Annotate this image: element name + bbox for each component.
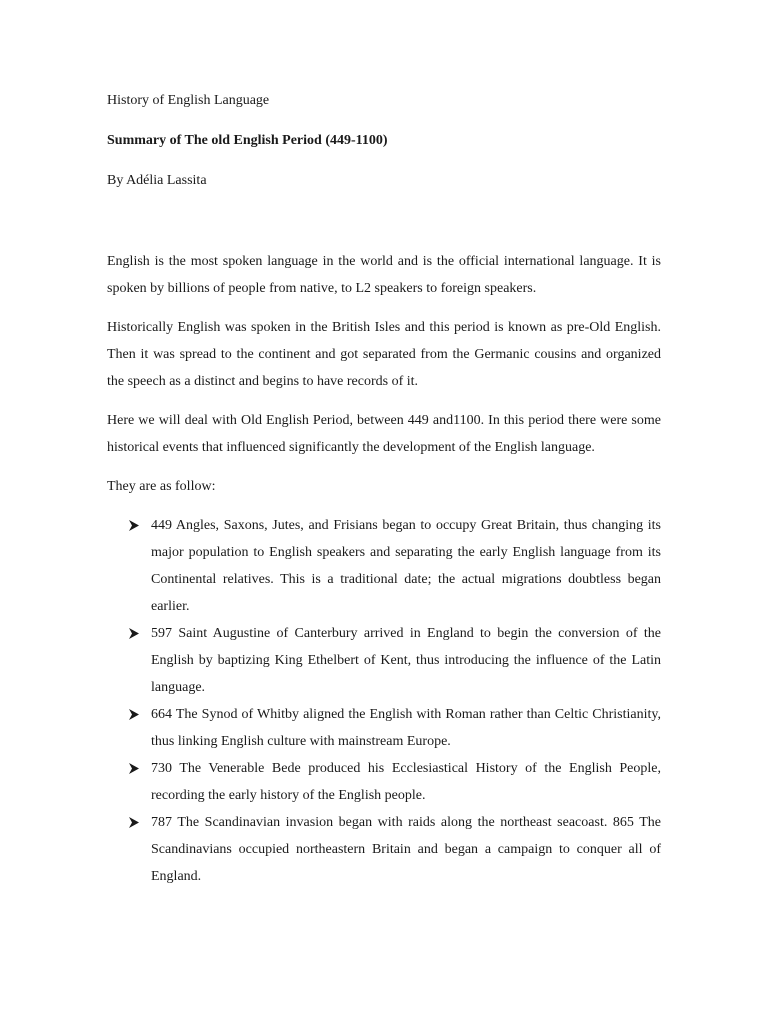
list-item — [107, 512, 661, 620]
event-text: 664 The Synod of Whitby aligned the English with Roman rather than Celtic Christianity, thus linking English culture with mainstream Europe. — [151, 707, 661, 749]
paragraph-history: Historically English was spoken in the British Isles and this period is known as pre-Old English. Then it was spread to the continent and got separated from the Germanic cousins and organized the speech as a distinct and begins to have records of it. — [107, 320, 661, 389]
list-item — [107, 701, 661, 755]
arrowhead-bullet-icon — [129, 701, 141, 728]
list-item — [107, 620, 661, 701]
arrowhead-bullet-icon — [129, 620, 141, 647]
paragraph-old-english-period: Here we will deal with Old English Period, between 449 and1100. In this period there were some historical events that influenced significantly the development of the English language. — [107, 413, 661, 455]
list-item — [107, 809, 661, 890]
document-author: By Adélia Lassita — [107, 173, 207, 188]
arrowhead-bullet-icon — [129, 512, 141, 539]
document-subtitle: Summary of The old English Period (449-1100) — [107, 133, 388, 148]
arrowhead-bullet-icon — [129, 809, 141, 836]
document-body — [107, 248, 661, 890]
events-list — [107, 512, 661, 890]
list-item — [107, 755, 661, 809]
event-text: 787 The Scandinavian invasion began with raids along the northeast seacoast. 865 The Scandinavians occupied northeastern Britain and began a campaign to conquer all of England. — [151, 815, 661, 884]
paragraph-intro: English is the most spoken language in the world and is the official international language. It is spoken by billions of people from native, to L2 speakers to foreign speakers. — [107, 254, 661, 296]
paragraph-list-intro: They are as follow: — [107, 479, 216, 494]
event-text: 730 The Venerable Bede produced his Ecclesiastical History of the English People, recording the early history of the English people. — [151, 761, 661, 803]
document-title: History of English Language — [107, 93, 270, 108]
arrowhead-bullet-icon — [129, 755, 141, 782]
event-text: 449 Angles, Saxons, Jutes, and Frisians began to occupy Great Britain, thus changing its major population to English speakers and separating the early English language from its Continental relatives. This is a traditional date; the actual migrations doubtless began earlier. — [151, 518, 661, 614]
event-text: 597 Saint Augustine of Canterbury arrived in England to begin the conversion of the English by baptizing King Ethelbert of Kent, thus introducing the influence of the Latin language. — [151, 626, 661, 695]
